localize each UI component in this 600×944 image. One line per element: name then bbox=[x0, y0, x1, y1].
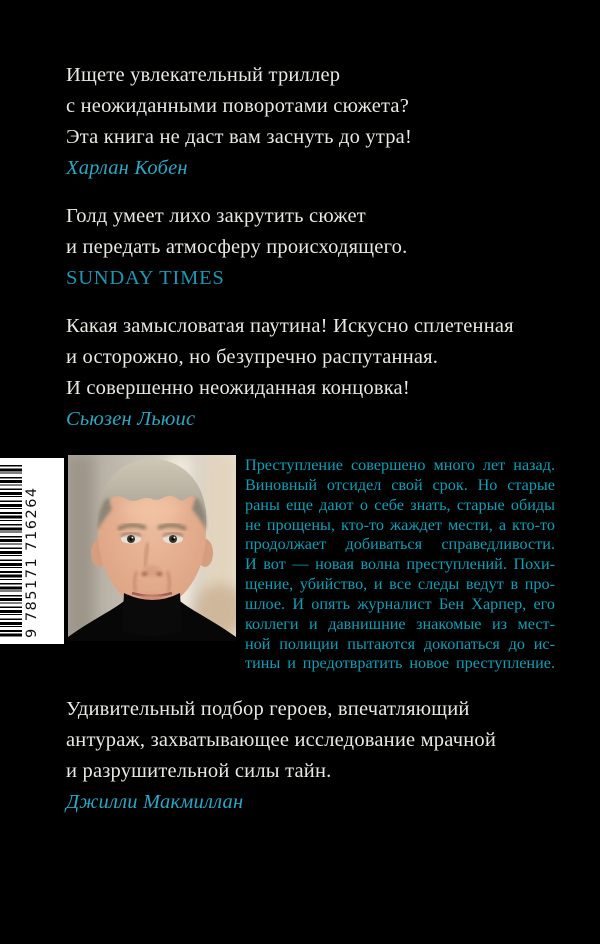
review-quote-1 bbox=[66, 60, 412, 184]
author-photo bbox=[68, 455, 236, 641]
quote-line: с неожиданными поворотами сюжета? bbox=[66, 95, 409, 117]
isbn-barcode bbox=[0, 458, 64, 644]
quote-line: антураж, захватывающее исследование мрачной bbox=[66, 729, 497, 751]
review-quote-3 bbox=[66, 311, 514, 435]
quote-line: Ищете увлекательный триллер bbox=[66, 64, 341, 86]
annotation-line: И вот — новая волна преступлений. Похи- bbox=[245, 555, 555, 574]
review-quote-2 bbox=[66, 201, 407, 294]
quote-attribution: SUNDAY TIMES bbox=[66, 267, 225, 289]
quote-line: Какая замысловатая паутина! Искусно сплетенная bbox=[66, 315, 514, 337]
quote-attribution: Джилли Макмиллан bbox=[66, 791, 244, 813]
annotation-text bbox=[245, 456, 555, 674]
annotation-line: шлое. И опять журналист Бен Харпер, его bbox=[245, 594, 555, 613]
quote-attribution: Харлан Кобен bbox=[66, 157, 188, 179]
quote-line: и разрушительной силы тайн. bbox=[66, 760, 332, 782]
author-portrait-image bbox=[68, 455, 236, 641]
annotation-line: тины и предотвратить новое преступление. bbox=[245, 654, 555, 673]
annotation-line: продолжает добиваться справедливости. bbox=[245, 535, 555, 554]
annotation-line: ной полиции пытаются докопаться до ис- bbox=[245, 634, 555, 653]
quote-line: Эта книга не даст вам заснуть до утра! bbox=[66, 126, 413, 148]
annotation-line: коллеги и давнишние знакомые из мест- bbox=[245, 614, 555, 633]
quote-attribution: Сьюзен Льюис bbox=[66, 408, 196, 430]
quote-line: Голд умеет лихо закрутить сюжет bbox=[66, 205, 366, 227]
annotation-line: щение, убийство, и все следы ведут в про- bbox=[245, 575, 555, 594]
annotation-line: раны еще дают о себе знать, старые обиды bbox=[245, 495, 555, 514]
quote-line: Удивительный подбор героев, впечатляющий bbox=[66, 698, 470, 720]
quote-line: и осторожно, но безупречно распутанная. bbox=[66, 346, 439, 368]
annotation-line: Преступление совершено много лет назад. bbox=[245, 456, 555, 474]
annotation-line: не прощены, кто-то жаждет мести, а кто-то bbox=[245, 515, 555, 534]
isbn-number: 9 785171 716264 bbox=[22, 458, 43, 644]
quote-line: и передать атмосферу происходящего. bbox=[66, 236, 408, 258]
review-quote-4 bbox=[66, 694, 496, 818]
quote-line: И совершенно неожиданная концовка! bbox=[66, 377, 410, 399]
annotation-line: Виновный отсидел свой срок. Но старые bbox=[245, 475, 555, 494]
